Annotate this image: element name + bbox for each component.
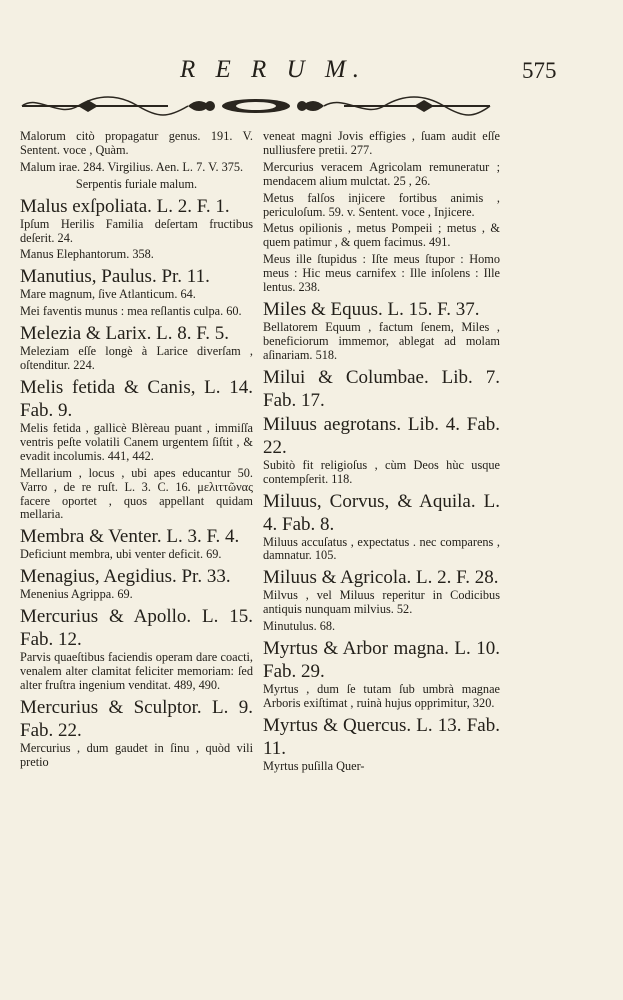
index-entry: Menenius Agrippa. 69.: [20, 587, 133, 602]
index-entry: Metus falſos injicere fortibus animis , periculoſum. 59. v. Sentent. voce , Injicere.: [263, 190, 500, 219]
index-entry: Mercurius , dum gaudet in ſinu , quòd vili pretio: [20, 740, 253, 769]
index-entry: Serpentis furiale malum.: [75, 176, 198, 191]
index-entry: Myrtus puſilla Quer-: [263, 758, 365, 773]
index-entry: Milvus , vel Miluus reperitur in Codicibus antiquis nunquam milvius. 52.: [263, 588, 500, 617]
index-entry: Ipſum Herilis Familia deſertam fructibus deſerit. 24.: [20, 216, 253, 245]
index-heading: Melis fetida & Canis, L. 14. Fab. 9.: [20, 376, 253, 421]
index-heading: Mercurius & Sculptor. L. 9. Fab. 22.: [20, 696, 253, 741]
index-heading: Miluus & Agricola. L. 2. F. 28.: [263, 567, 499, 589]
index-column-left: [20, 130, 253, 773]
index-heading: Membra & Venter. L. 3. F. 4.: [20, 526, 240, 548]
index-entry: Malorum citò propagatur genus. 191. V. Sentent. voce , Quàm.: [20, 129, 253, 157]
index-heading: Miluus, Corvus, & Aquila. L. 4. Fab. 8.: [263, 490, 500, 535]
index-entry: Subitò fit religioſus , cùm Deos hùc usque contempſerit. 118.: [263, 457, 500, 486]
index-heading: Myrtus & Arbor magna. L. 10. Fab. 29.: [263, 638, 500, 683]
index-entry: Mellarium , locus , ubi apes educantur 50. Varro , de re ruſt. L. 3. C. 16. μελιττῶνας facere oportet , quos appellant quidam mellaria.: [20, 465, 253, 522]
index-heading: Manutius, Paulus. Pr. 11.: [20, 266, 210, 288]
index-entry: Mare magnum, ſive Atlanticum. 64.: [20, 287, 196, 302]
index-entry: Parvis quaeſtibus faciendis operam dare coacti, venalem alter clamitat feliciter memoriam: ſed alter fruſtra ingenium venditat. 489, 490.: [20, 650, 253, 692]
index-heading: Menagius, Aegidius. Pr. 33.: [20, 566, 231, 588]
index-entry: Metus opilionis , metus Pompeii ; metus , & quem patimur , & quem facimus. 491.: [263, 221, 500, 250]
ornamental-rule-icon: [18, 92, 494, 120]
index-heading: Malus exſpoliata. L. 2. F. 1.: [20, 195, 230, 217]
index-column-right: [263, 130, 500, 777]
index-heading: Miles & Equus. L. 15. F. 37.: [263, 298, 480, 320]
index-heading: Melezia & Larix. L. 8. F. 5.: [20, 323, 230, 345]
index-entry: Deficiunt membra, ubi venter deficit. 69.: [20, 547, 222, 562]
index-heading: Miluus aegrotans. Lib. 4. Fab. 22.: [263, 413, 500, 458]
index-entry: Manus Elephantorum. 358.: [20, 247, 154, 262]
index-heading: Myrtus & Quercus. L. 13. Fab. 11.: [263, 714, 500, 759]
index-entry: Mercurius veracem Agricolam remuneratur ; mendacem alium mulctat. 25 , 26.: [263, 159, 500, 188]
index-entry: veneat magni Jovis effigies , ſuam audit eſſe nulliusfere pretii. 277.: [263, 129, 500, 157]
index-entry: Bellatorem Equum , factum ſenem, Miles , beneficiorum immemor, ablegat ad molam aſinariam. 518.: [263, 319, 500, 362]
index-entry: Mei faventis munus : mea reſlantis culpa. 60.: [20, 304, 242, 319]
index-entry: Miluus accuſatus , expectatus . nec comparens , damnatur. 105.: [263, 534, 500, 563]
index-heading: Milui & Columbae. Lib. 7. Fab. 17.: [263, 366, 500, 411]
index-entry: Meleziam eſſe longè à Larice diverſam , oſtenditur. 224.: [20, 344, 253, 373]
index-entry: Meus ille ſtupidus : Iſte meus ſtupor : Homo meus : Hic meus carnifex : Ille inſolens : Ille lentus. 238.: [263, 252, 500, 295]
index-entry: Melis fetida , gallicè Blèreau puant , immiſſa ventris peſte volatili Canem urgentem ſiſtit , & evadit incolumis. 441, 442.: [20, 420, 253, 463]
page-number: 575: [522, 58, 557, 83]
index-heading: Mercurius & Apollo. L. 15. Fab. 12.: [20, 606, 253, 651]
index-entry: Malum irae. 284. Virgilius. Aen. L. 7. V. 375.: [20, 159, 244, 174]
index-entry: Myrtus , dum ſe tutam ſub umbrà magnae Arboris exiſtimat , ruinà hujus opprimitur, 320.: [263, 682, 500, 710]
running-header-title: R E R U M.: [180, 56, 366, 83]
index-entry: Minutulus. 68.: [263, 619, 336, 634]
